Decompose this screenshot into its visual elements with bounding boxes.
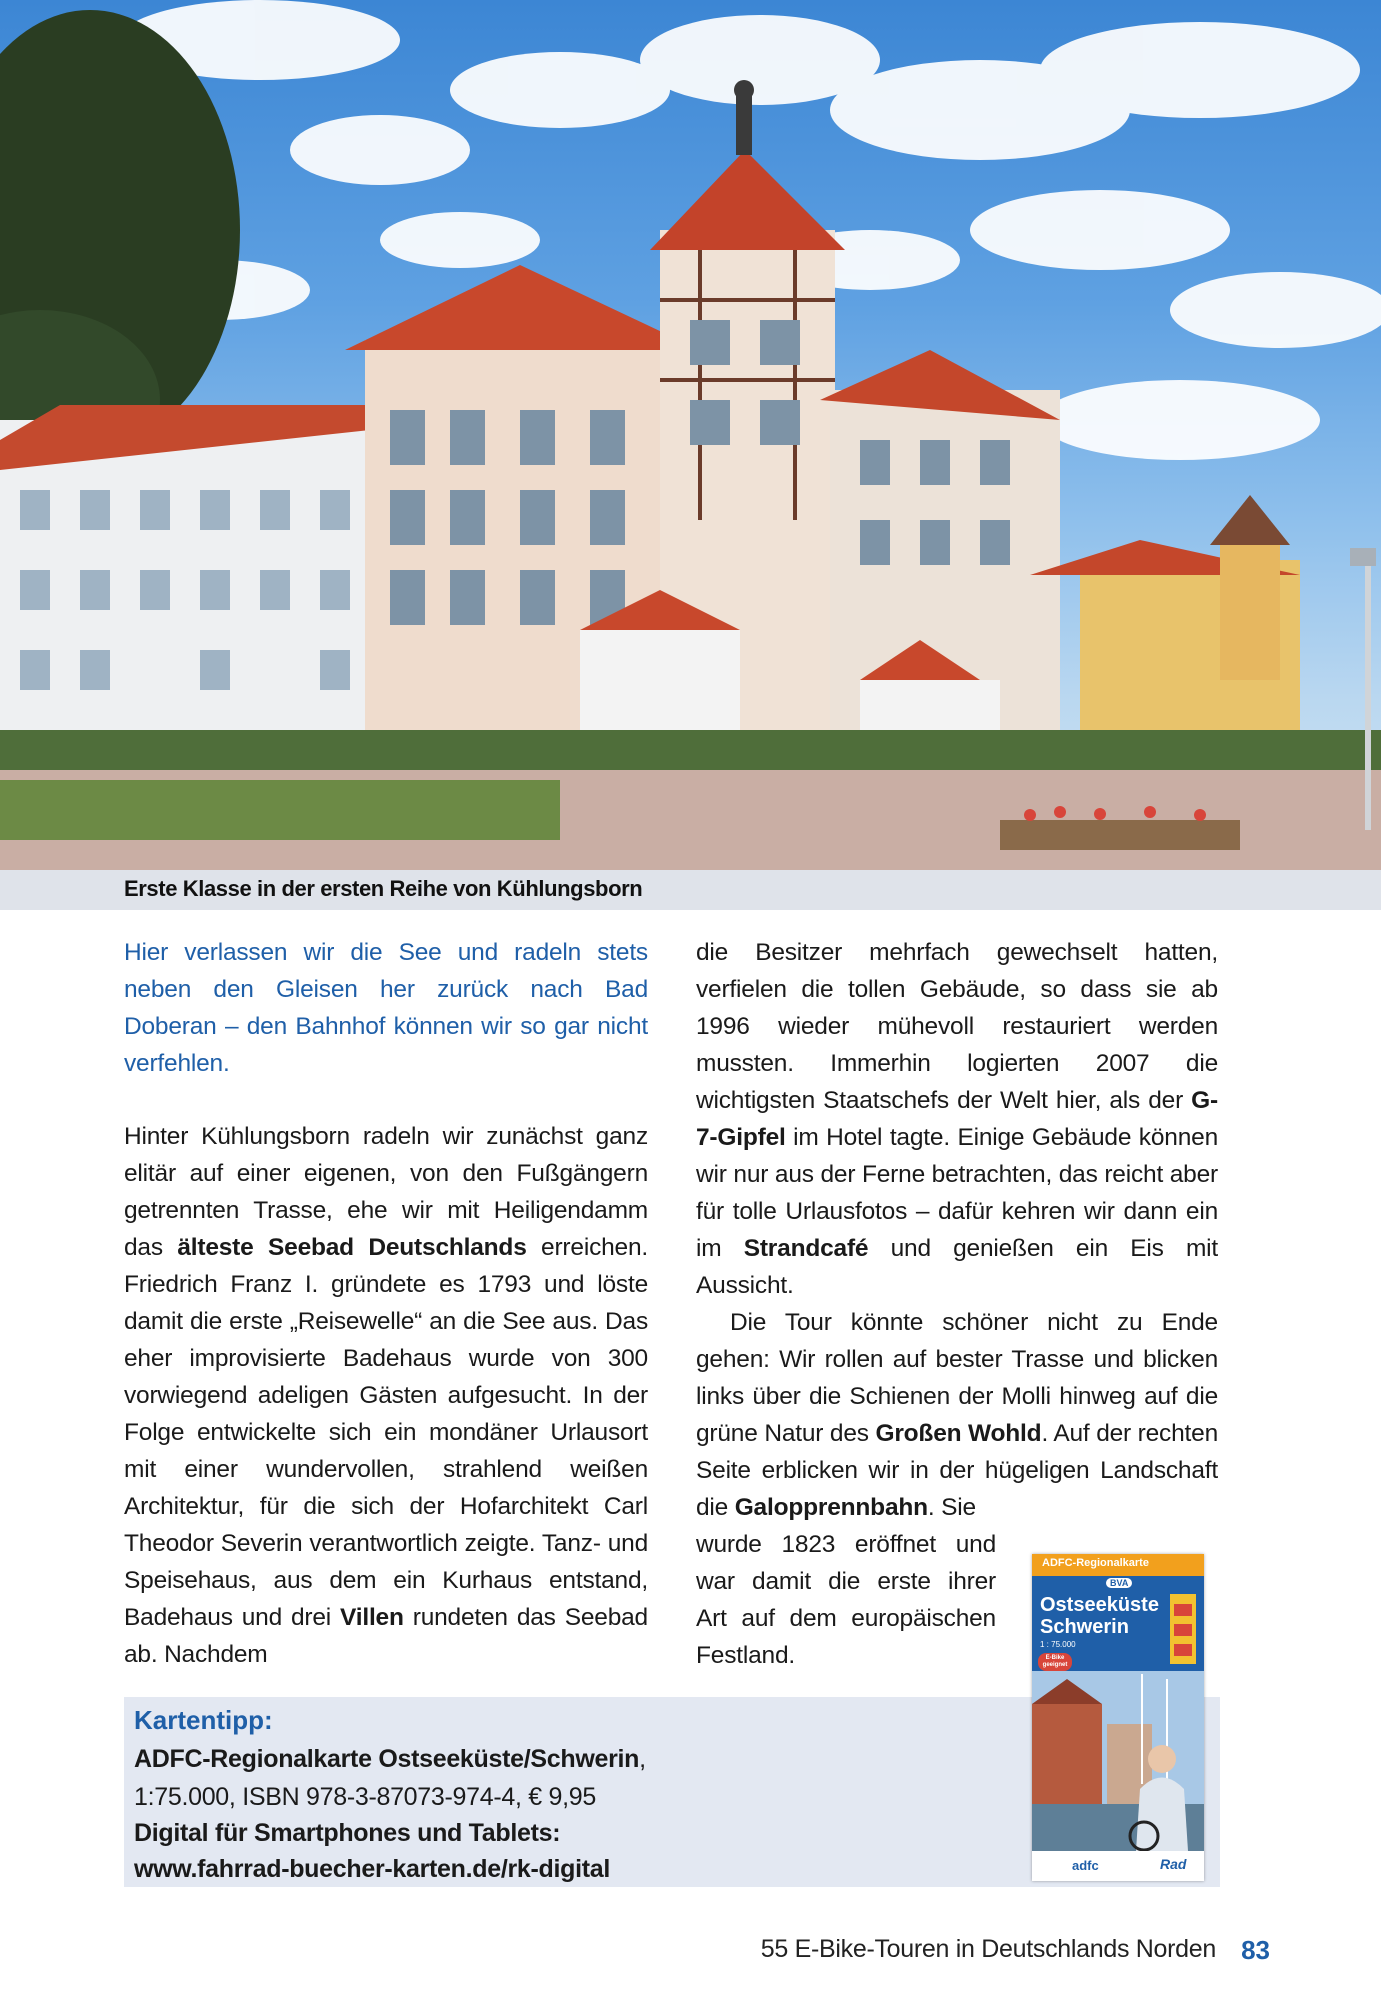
body-paragraph	[696, 934, 1218, 1304]
text-run: und genießen ein Eis mit Aussicht.	[696, 1235, 1218, 1299]
cover-title-line1: Ostseeküste	[1040, 1594, 1159, 1616]
text-line: war damit die erste ihrer	[696, 1568, 996, 1595]
tip-map-details: 1:75.000, ISBN 978-3-87073-974-4, € 9,95	[134, 1783, 596, 1811]
text-run: erreichen. Friedrich Franz I. gründete es 1793 und löste damit die erste „Reisewelle“ an die See aus. Das eher improvisierte Badehaus wurde von 300 vorwiegend adeligen Gästen aufgesucht. In der Folge entwickelte sich ein mondäner Urlausort mit einer wundervollen, strahlend weißen Architektur, für die sich der Hofarchitekt Carl Theodor Severin verantwortlich zeigte. Tanz- und Speisehaus, aus dem ein Kurhaus entstand, Badehaus und drei	[124, 1234, 648, 1631]
tip-digital-label: Digital für Smartphones und Tablets:	[134, 1819, 561, 1847]
page-number: 83	[1241, 1935, 1270, 1965]
map-cover-image	[1032, 1554, 1204, 1881]
intro-paragraph: Hier verlassen wir die See und radeln stets neben den Gleisen her zurück nach Bad Doberan – den Bahnhof können wir so gar nicht verfehlen.	[124, 939, 648, 1077]
text-run: rundeten das Seebad ab. Nachdem	[124, 1604, 648, 1668]
text-run: Hinter Kühlungsborn radeln wir zunächst ganz elitär auf einer eigenen, von den Fußgängern getrennten Trasse, ehe wir mit Heiligendamm das	[124, 1123, 648, 1261]
body-paragraph	[696, 1304, 1218, 1526]
cover-series: ADFC-Regionalkarte	[1042, 1557, 1149, 1569]
text-run: Die Tour könnte schöner nicht zu Ende gehen: Wir rollen auf bester Trasse und blicken links über die Schienen der Molli hinweg auf die grüne Natur des	[696, 1309, 1218, 1447]
body-paragraph	[124, 1118, 648, 1673]
cover-title-line2: Schwerin	[1040, 1616, 1129, 1638]
text-run: im Hotel tagte. Einige Gebäude können wir nur aus der Ferne betrachten, das reicht aber für tolle Urlausfotos – dafür kehren wir dann ein im	[696, 1124, 1218, 1262]
left-text-column	[124, 934, 648, 1673]
cover-rad-logo: Rad	[1160, 1856, 1187, 1872]
hotel-illustration	[0, 0, 1381, 870]
cover-publisher-logo: BVA	[1106, 1578, 1132, 1588]
text-line: wurde 1823 eröffnet und	[696, 1531, 996, 1558]
wrapped-text-block	[696, 1526, 996, 1674]
emphasis-g7-summit: G-7-Gipfel	[696, 1087, 1218, 1151]
emphasis-galopprennbahn: Galopprennbahn	[734, 1494, 928, 1521]
text-run: . Auf der rechten Seite erblicken wir in der hügeligen Landschaft die	[696, 1420, 1218, 1521]
photo-caption-bar	[0, 870, 1381, 910]
text-run: die Besitzer mehrfach gewechselt hatten, verfielen die tollen Gebäude, so dass sie ab 1996 wieder mühevoll restauriert werden mussten. Immerhin logierten 2007 die wichtigsten Staatschefs der Welt hier, als der	[696, 939, 1218, 1114]
cover-ebike-badge: E-Bike geeignet	[1038, 1653, 1072, 1671]
page-footer	[760, 1935, 1270, 1967]
text-run: . Sie	[927, 1494, 976, 1521]
tip-separator: ,	[639, 1745, 646, 1773]
hero-photo	[0, 0, 1381, 870]
tip-heading: Kartentipp:	[134, 1705, 273, 1735]
text-line: Art auf dem europäischen	[696, 1605, 996, 1632]
tip-map-title	[134, 1745, 646, 1774]
text-line: Festland.	[696, 1642, 795, 1669]
emphasis-oldest-seaside-resort: älteste Seebad Deutschlands	[177, 1234, 527, 1261]
photo-caption: Erste Klasse in der ersten Reihe von Kühlungsborn	[124, 876, 643, 901]
tip-digital-link[interactable]: www.fahrrad-buecher-karten.de/rk-digital	[134, 1855, 611, 1883]
cover-scale: 1 : 75.000	[1040, 1640, 1076, 1649]
emphasis-strandcafe: Strandcafé	[743, 1235, 869, 1262]
tip-map-name: ADFC-Regionalkarte Ostseeküste/Schwerin	[134, 1745, 640, 1773]
cover-adfc-logo: adfc	[1072, 1858, 1099, 1873]
book-title: 55 E-Bike-Touren in Deutschlands Norden	[760, 1935, 1216, 1963]
emphasis-grosser-wohld: Großen Wohld	[875, 1420, 1042, 1447]
emphasis-villen: Villen	[340, 1604, 404, 1631]
